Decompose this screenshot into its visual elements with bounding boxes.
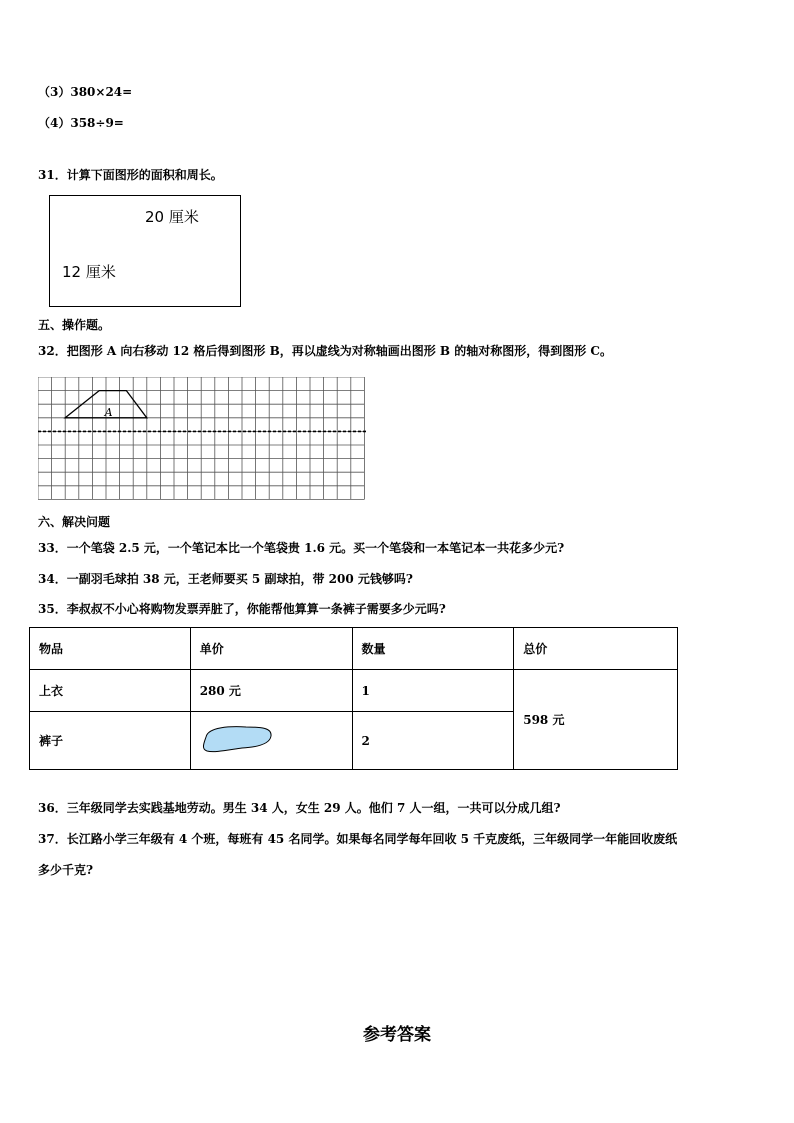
header-total: 总价 bbox=[514, 628, 678, 670]
section-5-heading: 五、操作题。 bbox=[38, 318, 111, 332]
invoice-table bbox=[29, 627, 678, 770]
section-6-heading: 六、解决问题 bbox=[38, 515, 111, 529]
cell-total: 598 元 bbox=[514, 670, 678, 770]
grid-figure bbox=[38, 377, 368, 507]
question-33: 33．一个笔袋 2.5 元，一个笔记本比一个笔袋贵 1.6 元。买一个笔袋和一本笔记本一共花多少元? bbox=[38, 541, 565, 555]
cell-item: 上衣 bbox=[30, 670, 191, 712]
header-qty: 数量 bbox=[352, 628, 514, 670]
cell-qty: 1 bbox=[352, 670, 514, 712]
answer-title: 参考答案 bbox=[363, 1025, 431, 1045]
shape-a-label: A bbox=[104, 405, 113, 419]
question-35: 35．李叔叔不小心将购物发票弄脏了，你能帮他算算一条裤子需要多少元吗? bbox=[38, 602, 446, 616]
question-36: 36．三年级同学去实践基地劳动。男生 34 人，女生 29 人。他们 7 人一组，一共可以分成几组? bbox=[38, 801, 561, 815]
question-37: 37．长江路小学三年级有 4 个班，每班有 45 名同学。如果每名同学每年回收 5 千克废纸，三年级同学一年能回收废纸 bbox=[38, 832, 678, 846]
rectangle-width-label: 12 厘米 bbox=[62, 263, 116, 281]
table-row bbox=[30, 670, 678, 712]
ink-stain-icon bbox=[200, 723, 276, 755]
cell-price-stained bbox=[190, 712, 352, 770]
question-3: （3）380×24= bbox=[38, 85, 133, 99]
cell-qty: 2 bbox=[352, 712, 514, 770]
header-price: 单价 bbox=[190, 628, 352, 670]
question-34: 34．一副羽毛球拍 38 元，王老师要买 5 副球拍，带 200 元钱够吗? bbox=[38, 572, 413, 586]
rectangle-figure bbox=[49, 195, 241, 307]
question-32: 32．把图形 A 向右移动 12 格后得到图形 B，再以虚线为对称轴画出图形 B 的轴对称图形，得到图形 C。 bbox=[38, 344, 612, 358]
question-37-continued: 多少千克? bbox=[38, 863, 94, 877]
cell-item: 裤子 bbox=[30, 712, 191, 770]
cell-price: 280 元 bbox=[190, 670, 352, 712]
question-31: 31．计算下面图形的面积和周长。 bbox=[38, 168, 223, 182]
table-header-row bbox=[30, 628, 678, 670]
rectangle-length-label: 20 厘米 bbox=[145, 208, 199, 226]
header-item: 物品 bbox=[30, 628, 191, 670]
question-4: （4）358÷9= bbox=[38, 116, 124, 130]
grid-svg bbox=[38, 377, 368, 503]
